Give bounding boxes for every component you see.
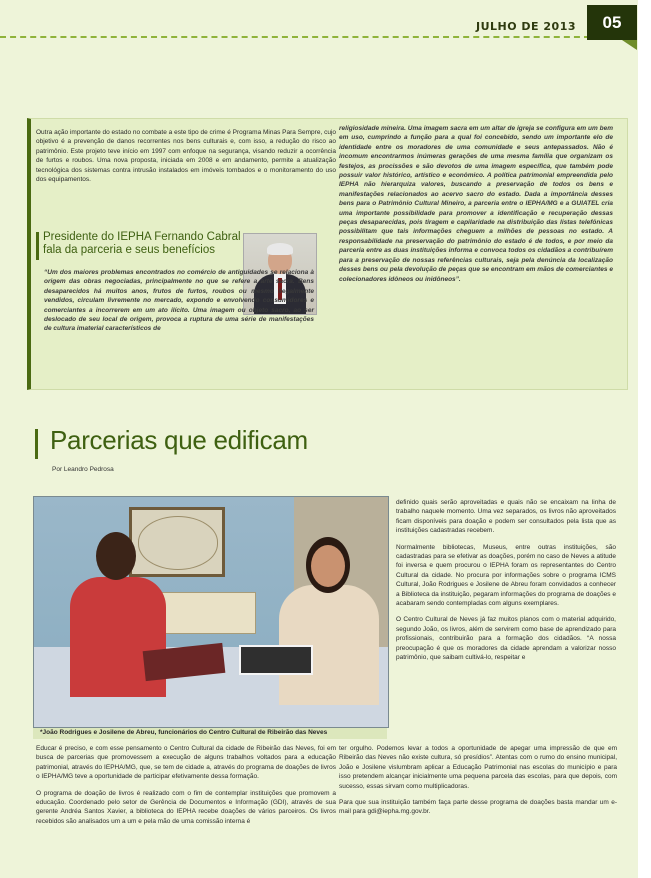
paragraph: O programa de doação de livros é realizado com o fim de contemplar instituições que promovem a educação. Coordenado pelo setor de Gerência de Documentos e Informação (GDI), através de sua gerente Andréa Santos Xavier, a biblioteca do IEPHA recebe doações de vários parceiros. Os livros recebidos são analisados um a um e pela mão de uma comissão interna é <box>36 789 336 825</box>
photo-man-head <box>96 532 136 580</box>
photo-wall-frame <box>129 507 225 577</box>
paragraph: ter orgulho. Podemos levar a todos a oportunidade de apegar uma impressão de que em Ribeirão das Neves não existe cultura, só presídios”. Atentas com o rumo do ensino municipal, João e Josilene vislumbram aplicar a Educação Patrimonial nas escolas do município e para isso pretendem alcançar inicialmente uma pequena parcela das escolas, para que depois, com sucesso, essas sirvam como multiplicadoras. <box>339 745 617 790</box>
photo-caption: *João Rodrigues e Josilene de Abreu, funcionários do Centro Cultural de Ribeirão das Neves <box>40 729 328 736</box>
article-right-column <box>396 498 616 670</box>
page-tab-notch <box>622 40 637 50</box>
page-number: 05 <box>587 5 637 40</box>
intro-paragraph: Outra ação importante do estado no combate a este tipo de crime é Programa Minas Para Sempre, cujo objetivo é a prevenção de danos recorrentes nos bens culturais e, com isso, a redução do risco ao patrimônio. Este projeto teve início em 1997 com enfoque na segurança, visando reduzir a ocorrência de furtos e roubos. Uma nova proposta, iniciada em 2008 e em andamento, permite a atualização tecnológica dos sistemas contra intrusão instalados em imóveis tombados e o monitoramento do uso dos equipamentos. <box>36 129 336 184</box>
issue-date: JULHO DE 2013 <box>476 20 577 33</box>
page-margin <box>638 0 651 878</box>
photo-booklet <box>239 645 313 675</box>
president-quote: “Um dos maiores problemas encontrados no comércio de antiguidades se relaciona à origem das obras negociadas, principalmente no que se refere a arte sacra. Bens desaparecidos há muitos anos, frutos de furtos, roubos ou mesmo ilegalmente vendidos, circulam livremente no mercado, expondo e envolvendo consumidores e comerciantes a incorrerem em um ato ilícito. Uma imagem ou objeto sacro, ao ser deslocado de seu local de origem, provoca a ruptura de uma série de manifestações de cultura imaterial característicos de <box>44 269 314 333</box>
paragraph: O Centro Cultural de Neves já faz muitos planos com o material adquirido, segundo João, os livros, além de servirem como base de aprendizado para profissionais, contribuirão para a formação dos cidadãos. “A nossa preocupação é que os moradores da cidade aprendam a valorizar nosso patrimônio, que saibam cultivá-lo, respeitar e <box>396 616 616 662</box>
article-bottom-right <box>339 744 617 824</box>
paragraph: Normalmente bibliotecas, Museus, entre outras instituições, são cadastradas para se efetivar as doações, porém no caso de Neves a atitude foi inversa e quem procurou o IEPHA foram os representantes do Centro Cultural da cidade. No procura por informações sobre o programa ICMS Cultural, João Rodrigues e Josilene de Abreu foram convidados a conhecer a Biblioteca da instituição, pegaram informações do programa de doações e acabaram sendo contempladas com alguns exemplares. <box>396 543 616 608</box>
paragraph: Para que sua instituição também faça parte desse programa de doações basta mandar um e-mail para gdi@iepha.mg.gov.br. <box>339 799 617 816</box>
section-title: Parcerias que edificam <box>50 425 308 455</box>
hair-shape <box>267 243 293 255</box>
header-divider <box>0 36 590 38</box>
article-bottom-left <box>36 744 336 833</box>
article-photo <box>33 496 389 728</box>
section-accent-bar <box>35 429 38 459</box>
byline: Por Leandro Pedrosa <box>52 466 114 473</box>
quote-continuation: religiosidade mineira. Uma imagem sacra em um altar de igreja se configura em um bem em uso, cumprindo a função para a qual foi concebido, sendo um importante elo de identidade entre os moradores de uma comunidade e seus antepassados. Não é incomum encontrarmos inúmeras gerações de uma mesma família que organizam os festejos, as procissões e são devotos de uma imagem específica, que também pode possuir valor histórico, artístico e econômico. A política patrimonial empreendida pelo IEPHA não hierarquiza valores, buscando a preservação de todos os bens e manifestações relacionados ao acervo sacro do estado. Dada a importância desses bens para o Patrimônio Cultural Mineiro, a parceria entre o IEPHA/MG e a GUIATEL cria uma importante possibilidade para promover a identificação e recuperação dessas peças desaparecidas, pois tiragem e capilaridade na distribuição das listas telefônicas possibilitam que tais informações cheguem a milhões de pessoas no estado. A responsabilidade na preservação do patrimônio do estado é de todos, e por meio da parceria entre as duas instituições informa e convoca todos os cidadãos a contribuírem para a preservação de nossas referências culturais, seja pela denúncia da localização desses bens ou pela devolução de peças que se encontram em mãos de comerciantes e colecionadores idôneos ou inidôneos”. <box>339 125 613 283</box>
paragraph: definido quais serão aproveitadas e quais não se encaixam na linha de trabalho naquele momento. Uma vez separados, os livros não aproveitados ficam disponíveis para doação e podem ser consultados pela lista que as instituições cadastradas recebem. <box>396 499 616 535</box>
photo-woman-face <box>311 545 345 587</box>
box-accent-bar <box>36 232 39 260</box>
box-title: Presidente do IEPHA Fernando Cabral fala da parceria e seus benefícios <box>43 231 241 256</box>
paragraph: Educar é preciso, e com esse pensamento o Centro Cultural da cidade de Ribeirão das Neves, foi em busca de parcerias que promovessem a execução de alguns trabalhos voltados para a educação patrimonial, através do IEPHA/MG, que, se tem de cidade a, através do programa de doações de livros o IEPHA/MG teve a oportunidade de participar efetivamente dessa formação. <box>36 745 336 781</box>
